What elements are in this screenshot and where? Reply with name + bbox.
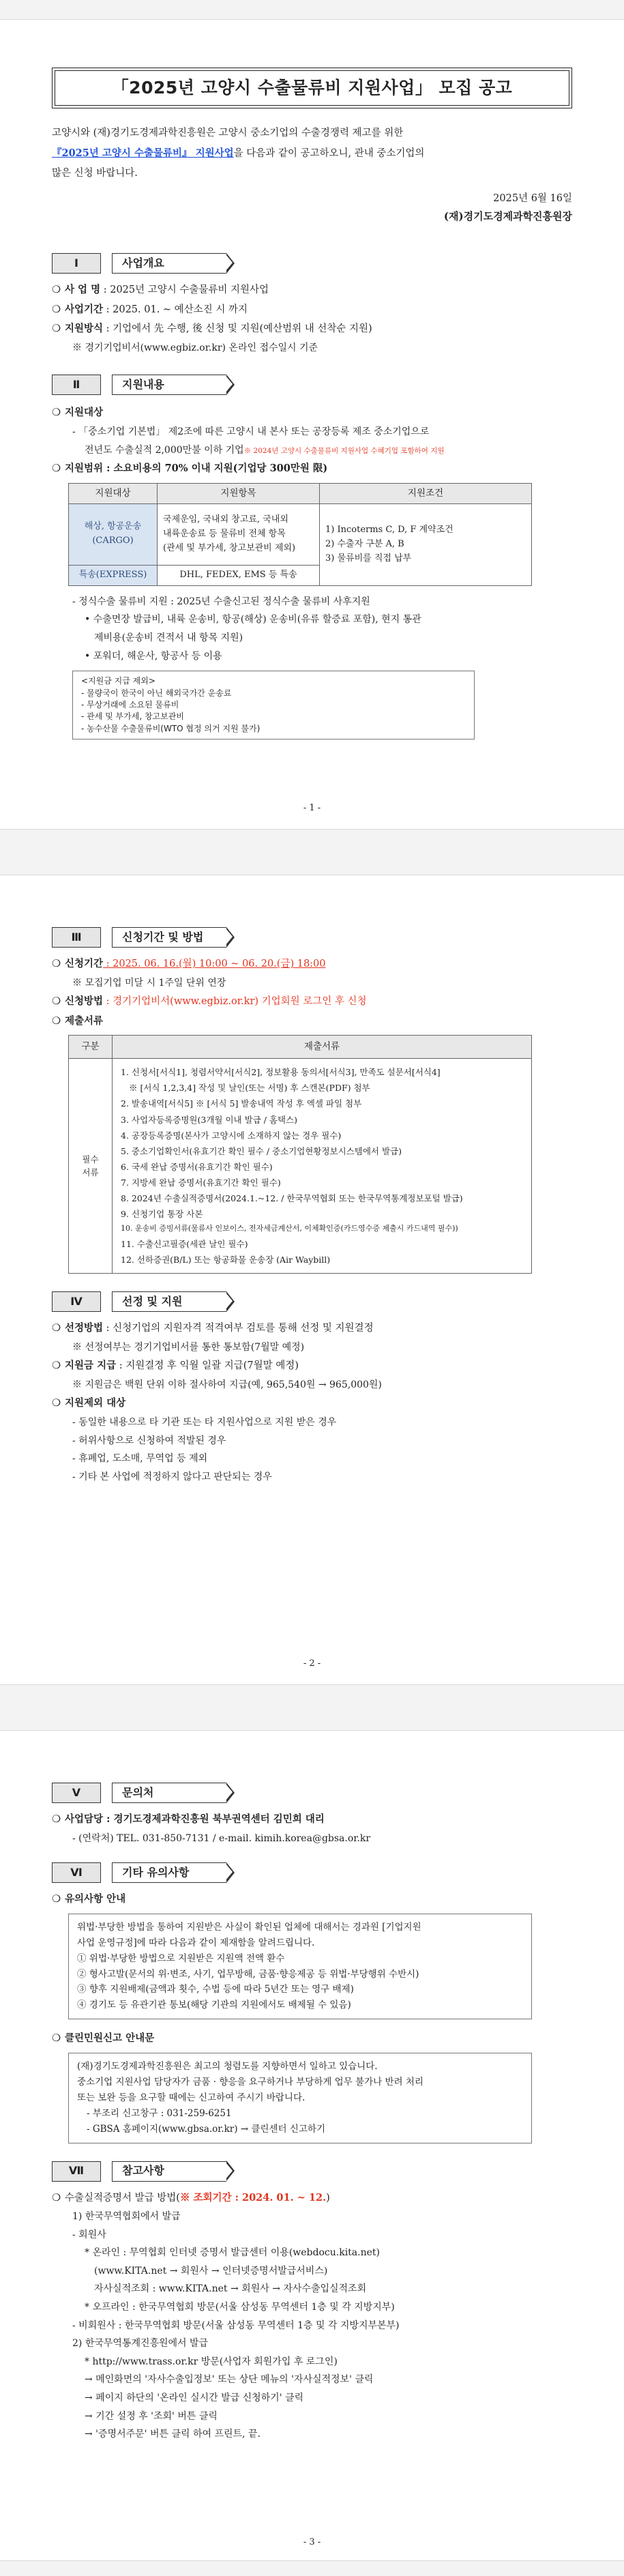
intro-line-3: 많은 신청 바랍니다. [52,168,138,179]
page-number: - 3 - [303,2537,321,2547]
circle-bullet-icon: ❍ [52,304,61,315]
section-header-2: Ⅱ 지원내용 [52,375,572,395]
table-cell-cargo: 해상, 항공운송 (CARGO) [69,503,158,565]
section-header-3: Ⅲ 신청기간 및 방법 [52,927,572,948]
page-title: 「2025년 고양시 수출물류비 지원사업」 모집 공고 [55,70,569,106]
apply-method: ❍ 신청방법 : 경기기업비서(www.egbiz.or.kr) 기업회원 로그인 후 신청 [52,995,367,1008]
section-header-4: Ⅳ 선정 및 지원 [52,1291,572,1312]
apply-period: ❍ 신청기간 : 2025. 06. 16.(월) 10:00 ~ 06. 20.(금) 18:00 [52,958,326,969]
circle-bullet-icon: ❍ [52,2033,61,2045]
circle-bullet-icon: ❍ [52,284,61,296]
section-title: 사업개요 [112,253,226,274]
doc-item: 6. 국세 완납 증명서(유효기간 확인 필수) [121,1161,273,1172]
circle-bullet-icon: ❍ [52,996,61,1008]
announce-date: 2025년 6월 16일 [493,193,572,204]
circle-bullet-icon: ❍ [52,1360,61,1372]
support-table: 지원대상 지원항목 지원조건 해상, 항공운송 (CARGO) 국제운임, 국내외 창고료, 국내외 내륙운송료 등 물류비 전체 항목 (관세 및 부가세, 창고보관비 제외) 1) Incoterms C, D, F 계약조건 2) 수출자 구분 A, B 3) 물류비를 직접 납부 특송(EXPRESS) DHL, FEDEX, EMS 등 특송 [68,483,532,586]
section-header-7: Ⅶ 참고사항 [52,2161,572,2182]
circle-bullet-icon: ❍ [52,958,61,969]
page-number: - 1 - [303,803,321,813]
circle-bullet-icon: ❍ [52,463,61,475]
doc-item: 1. 신청서[서식1], 청렴서약서[서식2], 정보활용 동의서[서식3], 만족도 설문서[서식4] [121,1067,441,1078]
overview-item-period: ❍ 사업기간 : 2025. 01. ~ 예산소진 시 까지 [52,303,248,315]
caution-box: 위법·부당한 방법을 통하여 지원받은 사실이 확인된 업체에 대해서는 경과원 [기업지원 사업 운영규정]에 따라 다음과 같이 제재함을 알려드립니다. ① 위법·부당한 방법으로 지원받은 지원액 전액 환수 ② 형사고발(문서의 위·변조, 사기, 업무방해, 금품·향응제공 등 위법·부당행위 수반시) ③ 향후 지원배제(금액과 횟수, 수법 등에 따라 5년간 또는 영구 배제) ④ 경기도 등 유관기관 통보(해당 기관의 지원에서도 배제될 수 있음) [68,1914,532,2020]
caution-heading: ❍ 유의사항 안내 [52,1893,126,1905]
overview-item-name: ❍ 사 업 명 : 2025년 고양시 수출물류비 지원사업 [52,284,269,296]
section-header-5: Ⅴ 문의처 [52,1783,572,1803]
doc-item: 8. 2024년 수출실적증명서(2024.1.~12. / 한국무역협회 또는 한국무역통계정보포털 발급) [121,1193,463,1204]
program-name-highlight: 『2025년 고양시 수출물류비』 지원사업 [52,147,234,159]
exclusion-box: <지원금 지급 제외> - 물량국이 한국이 아닌 해외국가간 운송료 - 무상거래에 소요된 물류비 - 관세 및 부가세, 창고보관비 - 농수산물 수출물류비(WTO 협정 의거 지원 불가) [72,671,475,740]
doc-item: 11. 수출신고필증(세관 날인 필수) [121,1238,248,1249]
circle-bullet-icon: ❍ [52,1398,61,1409]
contact-info: - (연락처) TEL. 031-850-7131 / e-mail. kimih.korea@gbsa.or.kr [72,1832,371,1844]
support-target: ❍ 지원대상 [52,407,104,419]
page-number: - 2 - [303,1658,321,1669]
overview-item-method: ❍ 지원방식 : 기업에서 先 수행, 後 신청 및 지원(예산범위 내 선착순 지원) [52,323,372,335]
doc-item: 4. 공장등록증명(본사가 고양시에 소재하지 않는 경우 필수) [121,1130,342,1141]
circle-bullet-icon: ❍ [52,1814,61,1825]
overview-note: ※ 경기기업비서(www.egbiz.or.kr) 온라인 접수일시 기준 [72,342,318,353]
circle-bullet-icon: ❍ [52,323,61,335]
circle-bullet-icon: ❍ [52,407,61,419]
submit-docs: ❍ 제출서류 [52,1014,104,1027]
payment: ❍ 지원금 지급 : 지원결정 후 익월 일괄 지급(7월말 예정) [52,1360,299,1372]
doc-item: 7. 지방세 완납 증명서(유효기간 확인 필수) [121,1177,281,1188]
circle-bullet-icon: ❍ [52,1015,61,1027]
export-cert-method: ❍ 수출실적증명서 발급 방법(※ 조회기간 : 2024. 01. ~ 12.) [52,2191,330,2204]
circle-bullet-icon: ❍ [52,2192,61,2204]
docs-table: 구분 제출서류 필수 서류 1. 신청서[서식1], 청렴서약서[서식2], 정보활용 동의서[서식3], 만족도 설문서[서식4] ※ [서식 1,2,3,4] 작성 및 날인(또는 서명) 후 스캔본(PDF) 첨부 2. 발송내역[서식5] ※ [서식 5] 발송내역 작성 후 엑셀 파일 첨부 3. 사업자등록증명원(3개월 이내 발급 / 홈택스) 4. 공장등록증명(본사가 고양시에 소재하지 않는 경우 필수) 5. 중소기업확인서(유효기간 확인 필수 / 중소기업현황정보시스템에서 발급) 6. 국세 완납 증명서(유효기간 확인 필수) 7. 지방세 완납 증명서(유효기간 확인 필수) 8. 2024년 수출실적증명서(2024.1.~12. / 한국무역협회 또는 한국무역통계정보포털 발급) 9. 신청기업 통장 사본 10. 운송비 증빙서류(물류사 인보이스, 전자세금계산서, 이체확인증(카드영수증 제출시 카드내역 필수)) 11. 수출신고필증(세관 날인 필수) 12. 선하증권(B/L) 또는 항공화물 운송장 (Air Waybill) [68,1035,532,1274]
support-scope: ❍ 지원범위 : 소요비용의 70% 이내 지원(기업당 300만원 限) [52,463,328,475]
circle-bullet-icon: ❍ [52,1323,61,1334]
contact-person: ❍ 사업담당 : 경기도경제과학진흥원 북부권역센터 김민희 대리 [52,1813,325,1825]
intro-line-1: 고양시와 (재)경기도경제과학진흥원은 고양시 중소기업의 수출경쟁력 제고를 위한 [52,128,404,138]
announcer-org: (재)경기도경제과학진흥원장 [443,210,572,222]
title-box [52,68,572,108]
doc-item: ※ [서식 1,2,3,4] 작성 및 날인(또는 서명) 후 스캔본(PDF) 첨부 [129,1083,370,1094]
clean-heading: ❍ 클린민원신고 안내문 [52,2032,155,2045]
doc-item: 12. 선하증권(B/L) 또는 항공화물 운송장 (Air Waybill) [121,1254,331,1265]
section-header-6: Ⅵ 기타 유의사항 [52,1862,572,1883]
page-2: Ⅲ 신청기간 및 방법 ❍ 신청기간 : 2025. 06. 16.(월) 10:00 ~ 06. 20.(금) 18:00 ※ 모집기업 미달 시 1주일 단위 연장 ❍ 신청방법 : 경기기업비서(www.egbiz.or.kr) 기업회원 로그인 후 신청 ❍ 제출서류 구분 제출서류 필수 서류 1. 신청서[서식1], 청렴서약서[서식2], 정보활용 동의서[서식3], 만족도 설문서[서식4] ※ [서식 1,2,3,4] 작성 및 날인(또는 서명) 후 스캔본(PDF) 첨부 2. 발송내역[서식5] ※ [서식 5] 발송내역 작성 후 엑셀 파일 첨부 3. 사업자등록증명원(3개월 이내 발급 / 홈택스) 4. 공장등록증명(본사가 고양시에 소재하지 않는 경우 필수) 5. 중소기업확인서(유효기간 확인 필수 / 중소기업현황정보시스템에서 발급) 6. 국세 완납 증명서(유효기간 확인 필수) 7. 지방세 완납 증명서(유효기간 확인 필수) 8. 2024년 수출실적증명서(2024.1.~12. / 한국무역협회 또는 한국무역통계정보포털 발급) 9. 신청기업 통장 사본 10. 운송비 증빙서류(물류사 인보이스, 전자세금계산서, 이체확인증(카드영수증 제출시 카드내역 필수)) 11. 수출신고필증(세관 날인 필수) 12. 선하증권(B/L) 또는 항공화물 운송장 (Air Waybill) Ⅳ 선정 및 지원 ❍ 선정방법 : 신청기업의 지원자격 적격여부 검토를 통해 선정 및 지원결정 ※ 선정여부는 경기기업비서를 통한 통보함(7월말 예정) ❍ 지원금 지급 : 지원결정 후 익월 일괄 지급(7월말 예정) ※ 지원금은 백원 단위 이하 절사하여 지급(예, 965,540원 → 965,000원) ❍ 지원제외 대상 - 동일한 내용으로 타 기관 또는 타 지원사업으로 지원 받은 경우 - 허위사항으로 신청하여 적발된 경우 - 휴폐업, 도소매, 무역업 등 제외 - 기타 본 사업에 적정하지 않다고 판단되는 경우 - 2 - [0,875,624,1685]
page-1: 「2025년 고양시 수출물류비 지원사업」 모집 공고 고양시와 (재)경기도경제과학진흥원은 고양시 중소기업의 수출경쟁력 제고를 위한 『2025년 고양시 수출물류비』 지원사업을 다음과 같이 공고하오니, 관내 중소기업의 많은 신청 바랍니다. 2025년 6월 16일 (재)경기도경제과학진흥원장 Ⅰ 사업개요 ❍ 사 업 명 : 2025년 고양시 수출물류비 지원사업 ❍ 사업기간 : 2025. 01. ~ 예산소진 시 까지 ❍ 지원방식 : 기업에서 先 수행, 後 신청 및 지원(예산범위 내 선착순 지원) ※ 경기기업비서(www.egbiz.or.kr) 온라인 접수일시 기준 Ⅱ 지원내용 ❍ 지원대상 - 「중소기업 기본법」 제2조에 따른 고양시 내 본사 또는 공장등록 제조 중소기업으로 전년도 수출실적 2,000만불 이하 기업※ 2024년 고양시 수출물류비 지원사업 수혜기업 포함하여 지원 ❍ 지원범위 : 소요비용의 70% 이내 지원(기업당 300만원 限) 지원대상 지원항목 지원조건 해상, 항공운송 (CARGO) 국제운임, 국내외 창고료, 국내외 내륙운송료 등 물류비 전체 항목 (관세 및 부가세, 창고보관비 제외) 1) Incoterms C, D, F 계약조건 2) 수출자 구분 A, B 3) 물류비를 직접 납부 특송(EXPRESS) DHL, FEDEX, EMS 등 특송 - 정식수출 물류비 지원 : 2025년 수출신고된 정식수출 물류비 사후지원 • 수출면장 발급비, 내륙 운송비, 항공(해상) 운송비(유류 할증료 포함), 현지 통관 제비용(운송비 견적서 내 항목 지원) • 포워더, 해운사, 항공사 등 이용 <지원금 지급 제외> - 물량국이 한국이 아닌 해외국가간 운송료 - 무상거래에 소요된 물류비 - 관세 및 부가세, 창고보관비 - 농수산물 수출물류비(WTO 협정 의거 지원 불가) - 1 - [0,19,624,830]
doc-item: 5. 중소기업확인서(유효기간 확인 필수 / 중소기업현황정보시스템에서 발급) [121,1145,402,1156]
doc-item: 10. 운송비 증빙서류(물류사 인보이스, 전자세금계산서, 이체확인증(카드영수증 제출시 카드내역 필수)) [121,1224,458,1233]
exclusion-targets: ❍ 지원제외 대상 [52,1397,126,1409]
section-number: Ⅰ [52,253,101,274]
doc-item: 2. 발송내역[서식5] ※ [서식 5] 발송내역 작성 후 엑셀 파일 첨부 [121,1098,362,1109]
doc-item: 3. 사업자등록증명원(3개월 이내 발급 / 홈택스) [121,1114,297,1125]
clean-box: (재)경기도경제과학진흥원은 최고의 청렴도를 지향하면서 일하고 있습니다. 중소기업 지원사업 담당자가 금품 · 향응을 요구하거나 부당하게 업무 불가나 반려 처리 또는 보완 등을 요구할 때에는 신고하여 주시기 바랍니다. - 부조리 신고창구 : 031-259-6251 - GBSA 홈페이지(www.gbsa.or.kr) → 클린센터 신고하기 [68,2053,532,2143]
table-cell-express: 특송(EXPRESS) [69,565,158,585]
section-header-1 [52,253,572,274]
circle-bullet-icon: ❍ [52,1894,61,1905]
selection-method: ❍ 선정방법 : 신청기업의 지원자격 적격여부 검토를 통해 선정 및 지원결정 [52,1322,374,1334]
intro-line-2: 『2025년 고양시 수출물류비』 지원사업을 다음과 같이 공고하오니, 관내 중소기업의 [52,147,425,159]
doc-item: 9. 신청기업 통장 사본 [121,1209,203,1220]
intro-text [52,123,572,184]
page-3: Ⅴ 문의처 ❍ 사업담당 : 경기도경제과학진흥원 북부권역센터 김민희 대리 - (연락처) TEL. 031-850-7131 / e-mail. kimih.korea@gbsa.or.kr Ⅵ 기타 유의사항 ❍ 유의사항 안내 위법·부당한 방법을 통하여 지원받은 사실이 확인된 업체에 대해서는 경과원 [기업지원 사업 운영규정]에 따라 다음과 같이 제재함을 알려드립니다. ① 위법·부당한 방법으로 지원받은 지원액 전액 환수 ② 형사고발(문서의 위·변조, 사기, 업무방해, 금품·향응제공 등 위법·부당행위 수반시) ③ 향후 지원배제(금액과 횟수, 수법 등에 따라 5년간 또는 영구 배제) ④ 경기도 등 유관기관 통보(해당 기관의 지원에서도 배제될 수 있음) ❍ 클린민원신고 안내문 (재)경기도경제과학진흥원은 최고의 청렴도를 지향하면서 일하고 있습니다. 중소기업 지원사업 담당자가 금품 · 향응을 요구하거나 부당하게 업무 불가나 반려 처리 또는 보완 등을 요구할 때에는 신고하여 주시기 바랍니다. - 부조리 신고창구 : 031-259-6251 - GBSA 홈페이지(www.gbsa.or.kr) → 클린센터 신고하기 Ⅶ 참고사항 ❍ 수출실적증명서 발급 방법(※ 조회기간 : 2024. 01. ~ 12.) 1) 한국무역협회에서 발급 - 회원사 * 온라인 : 무역협회 인터넷 증명서 발급센터 이용(webdocu.kita.net) (www.KITA.net → 회원사 → 인터넷증명서발급서비스) 자사실적조회 : www.KITA.net → 회원사 → 자사수출입실적조회 * 오프라인 : 한국무역협회 방문(서울 삼성동 무역센터 1층 및 각 지방지부) - 비회원사 : 한국무역협회 방문(서울 삼성동 무역센터 1층 및 각 지방지부본부) 2) 한국무역통계진흥원에서 발급 * http://www.trass.or.kr 방문(사업자 회원가입 후 로그인) → 메인화면의 '자사수출입정보' 또는 상단 메뉴의 '자사실적정보' 클릭 → 페이지 하단의 '온라인 실시간 발급 신청하기' 클릭 → 기간 설정 후 '조회' 버튼 클릭 → '증명서주문' 버튼 클릭 하여 프린트, 끝. - 3 - [0,1730,624,2561]
